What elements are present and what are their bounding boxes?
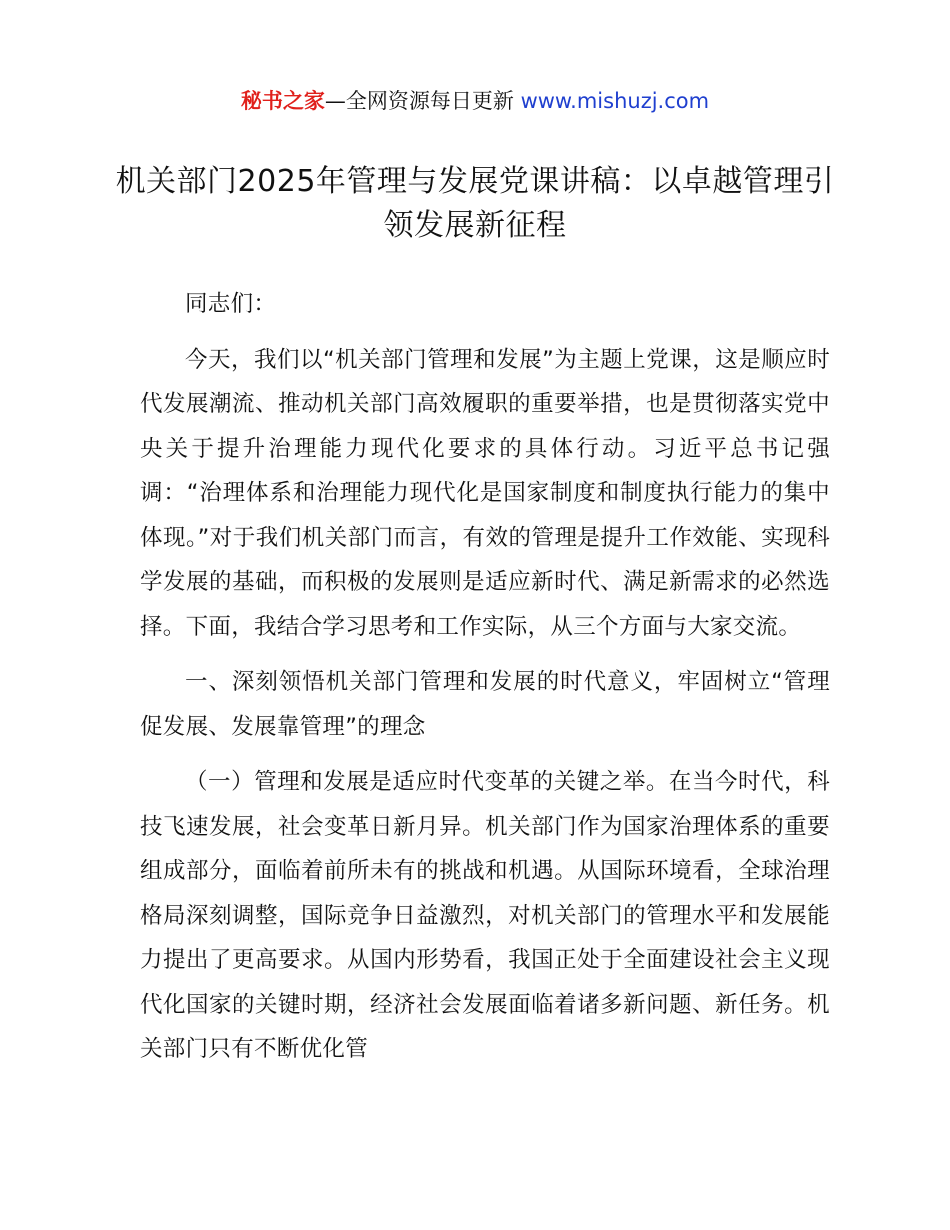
document-title: 机关部门2025年管理与发展党课讲稿：以卓越管理引领发展新征程 bbox=[115, 164, 835, 243]
header-tagline: —全网资源每日更新 bbox=[324, 89, 521, 113]
paragraph-intro: 今天，我们以“机关部门管理和发展”为主题上党课，这是顺应时代发展潮流、推动机关部门高效履职的重要举措，也是贯彻落实党中央关于提升治理能力现代化要求的具体行动。习近平总书记强调：“治理体系和治理能力现代化是国家制度和制度执行能力的集中体现。”对于我们机关部门而言，有效的管理是提升工作效能、实现科学发展的基础，而积极的发展则是适应新时代、满足新需求的必然选择。下面，我结合学习思考和工作实际，从三个方面与大家交流。 bbox=[140, 346, 830, 640]
section-heading-1: 一、深刻领悟机关部门管理和发展的时代意义，牢固树立“管理促发展、发展靠管理”的理念 bbox=[140, 669, 830, 740]
brand-name: 秘书之家 bbox=[240, 89, 325, 113]
paragraph-salutation: 同志们： bbox=[185, 291, 277, 317]
site-url-link[interactable]: www.mishuzj.com bbox=[520, 89, 710, 113]
paragraph-subsection-1: （一）管理和发展是适应时代变革的关键之举。在当今时代，科技飞速发展，社会变革日新月异。机关部门作为国家治理体系的重要组成部分，面临着前所未有的挑战和机遇。从国际环境看，全球治理格局深刻调整，国际竞争日益激烈，对机关部门的管理水平和发展能力提出了更高要求。从国内形势看，我国正处于全面建设社会主义现代化国家的关键时期，经济社会发展面临着诸多新问题、新任务。机关部门只有不断优化管 bbox=[140, 769, 830, 1062]
document-body bbox=[140, 282, 830, 1083]
site-header bbox=[0, 86, 950, 116]
